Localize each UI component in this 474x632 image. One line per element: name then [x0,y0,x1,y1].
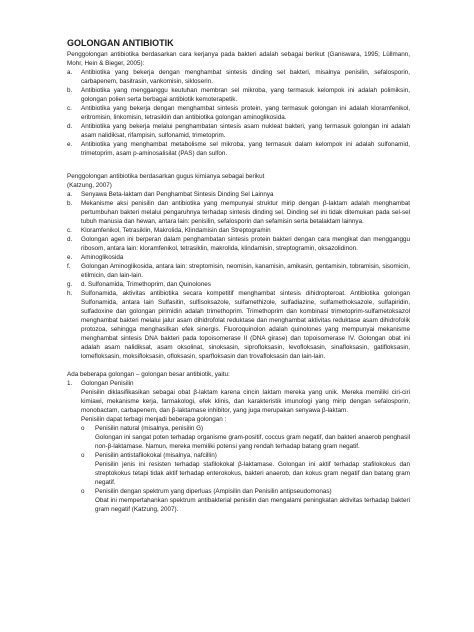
list-item [67,262,410,280]
bullet-marker: o [81,425,85,432]
numbered-item [67,379,410,388]
list-marker: g. [67,281,73,288]
section1-intro: Penggolongan antibiotika berdasarkan cara kerjanya pada bakteri adalah sebagai berikut (Ganiswara, 1995; Lüllmann, Mohr, Hein & Bieger, 2005): [67,51,410,67]
section3-intro: Ada beberapa golongan – golongan besar antibiotik, yaitu: [67,371,230,378]
sub-list-item [81,487,410,496]
document-title: GOLONGAN ANTIBIOTIK [67,38,174,48]
list-item [67,86,410,104]
list-item [67,140,410,158]
list-marker: d. [67,236,73,243]
list-item [67,199,410,226]
list-marker: h. [67,290,73,297]
list-marker: b. [67,87,73,94]
list-item-text: Aminoglikosida [81,254,124,261]
sub-item-title: Penisilin natural (misalnya, penisilin G) [95,425,204,432]
list-item-text: Golongan Aminoglikosida, antara lain: streptomisin, neomisin, kanamisin, amikasin, gentamisin, tobramisin, sisomicin, etilmicin, dan lain-lain. [81,263,410,279]
list-item-text: Antibiotika yang bekerja melalui penghambatan sintesis asam nukleat bakteri, yang termasuk golongan ini adalah asam nalidiksat, rifampisin, sulfonamid, trimetoprim. [81,123,410,139]
list-item [67,235,410,253]
list-marker: f. [67,263,71,270]
list-item [67,122,410,140]
penisilin-paragraph: Penisilin diklasifikasikan sebagai obat β-laktam karena cincin laktam mereka yang unik. Mereka memiliki ciri-ciri kimiawi, mekanisme kerja, farmakologi, efek klinis, dan karakteristik imunologi yang mirip dengan sefalosporin, monobactam, carbapenem, dan β-laktamase inhibitor, yang juga merupakan senyawa β-laktam. [81,389,410,414]
list-item-text: Antibiotika yang menghambat metabolisme sel mikroba, yang termasuk dalam kelompok ini adalah sulfonamid, trimetoprim, asam p-aminosalisilat (PAS) dan sulfon. [81,141,410,157]
section2-intro: Penggolongan antibiotika berdasarkan gugus kimianya sebagai berikut [67,173,265,180]
list-item [67,190,410,199]
list-marker: c. [67,227,72,234]
list-marker: c. [67,105,72,112]
penisilin-subintro: Penisilin dapat terbagi menjadi beberapa golongan : [81,416,227,423]
list-marker: b. [67,200,73,207]
list-marker: e. [67,254,73,261]
list-marker: d. [67,123,73,130]
list-item-text: Antibiotika yang bekerja dengan menghambat sintesis protein, yang termasuk golongan ini adalah kloramfenikol, eritromisin, linkomisin, tetrasiklin dan antibiotika golongan aminoglikosida. [81,105,410,121]
sub-item-title: Penisilin dengan spektrum yang diperluas (Ampisilin dan Penisilin antipseudomonas) [95,488,332,495]
list-item-text: Senyawa Beta-laktam dan Penghambat Sintesis Dinding Sel Lainnya [81,191,274,198]
sub-list-item [81,424,410,433]
bullet-marker: o [81,452,85,459]
list-item [67,253,410,262]
penisilin-body [81,388,410,514]
list-item-text: Golongan agen ini berperan dalam penghambatan sintesis protein bakteri dengan cara mengikat dan mengganggu ribosom, antara lain: kloramfenikol, tetrasiklin, makrolida, klindamisin, streptogramin, oksazolidinon. [81,236,410,252]
sub-item-text: Penisilin jenis ini resisten terhadap stafilokokal β-laktamase. Golongan ini aktif terhadap stafilokokus dan streptokokus tetapi tidak aktif terhadap enterokokus, bakteri anaerob, dan kokus gram negatif dan batang gram negatif. [95,461,410,486]
list-item [67,280,410,289]
sub-list-item [81,451,410,460]
list-item-text: Antibiotika yang bekerja dengan menghambat sintesis dinding sel bakteri, misalnya penisilin, sefalosporin, carbapenem, basitrasin, vankomisin, sikloserin. [81,69,410,85]
sub-item-text: Obat ini mempertahankan spektrum antibakterial penisilin dan mengalami peningkatan aktivitas terhadap bakteri gram negatif (Katzung, 2007). [95,497,410,513]
list-item [67,289,410,361]
list-item-text: Kloramfenikol, Tetrasiklin, Makrolida, Klindamisin dan Streptogramin [81,227,271,234]
list-item [67,226,410,235]
list-item-text: Antibiotika yang mengganggu keutuhan membran sel mikroba, yang termasuk kelompok ini adalah polimiksin, golongan polien serta berbagai antibiotik kemoterapetik. [81,87,410,103]
list-item [67,104,410,122]
sub-item-title: Penisilin antistafilokokal (misalnya, nafcillin) [95,452,217,459]
list-marker: a. [67,69,73,76]
section2-citation: (Katzung, 2007) [67,182,112,189]
bullet-marker: o [81,488,85,495]
document-body [67,37,410,514]
list-marker: a. [67,191,73,198]
item-title: Golongan Penisilin [81,380,134,387]
sub-item-text: Golongan ini sangat poten terhadap organisme gram-positif, coccus gram negatif, dan bakteri anaerob penghasil non-β-laktamase. Namun, mereka memiliki potensi yang rendah terhadap batang gram negatif. [95,434,410,450]
list-marker: e. [67,141,73,148]
list-item-text: Mekanisme aksi penisilin dan antibiotika yang mempunyai struktur mirip dengan β-laktam adalah menghambat pertumbuhan bakteri melalui pengaruhnya terhadap sintesis dinding sel. Dinding sel ini tidak ditemukan pada sel-sel tubuh manusia dan hewan, antara lain: penisilin, sefalosporin dan sefamisin serta betalaktam lainnya. [81,200,410,225]
list-marker: 1. [67,380,73,387]
list-item [67,68,410,86]
list-item-text: d. Sulfonamida, Trimethoprim, dan Quinolones [81,281,211,288]
list-item-text: Sulfonamida, aktivitas antibiotika secara kompetitif menghambat sintesis dihidropteroat. Antibiotika golongan Sulfonamida, antara lain Sulfasitin, sulfisoksazole, sulfamethizole, sulfadiazine, sulfamethoksazole, sulfapiridin, sulfadoxine dan golongan pirimidin adalah trimethoprim. Trimethoprim dan kombinasi trimetoprim-sulfametoksazol menghambat bakteri melalui jalur asam dihidrofolat reduktase dan menghambat aktivitas reduktase asam dihidrofolik protozoa, sehingga menghasilkan efek sinergis. Fluoroquinolon adalah quinolones yang mempunyai mekanisme menghambat sintesis DNA bakteri pada topoisomerase II (DNA girase) dan topoisomerase IV. Golongan obat ini adalah asam nalidiksat, asam oksolinat, sinoksasin, siprofloksasin, levofloksasin, sinafloksasin, gatifloksasin, lomefloksasin, moksifloksasin, ofloksasin, sparfloksasin dan trovafloksasin dan lain-lain. [81,290,410,360]
